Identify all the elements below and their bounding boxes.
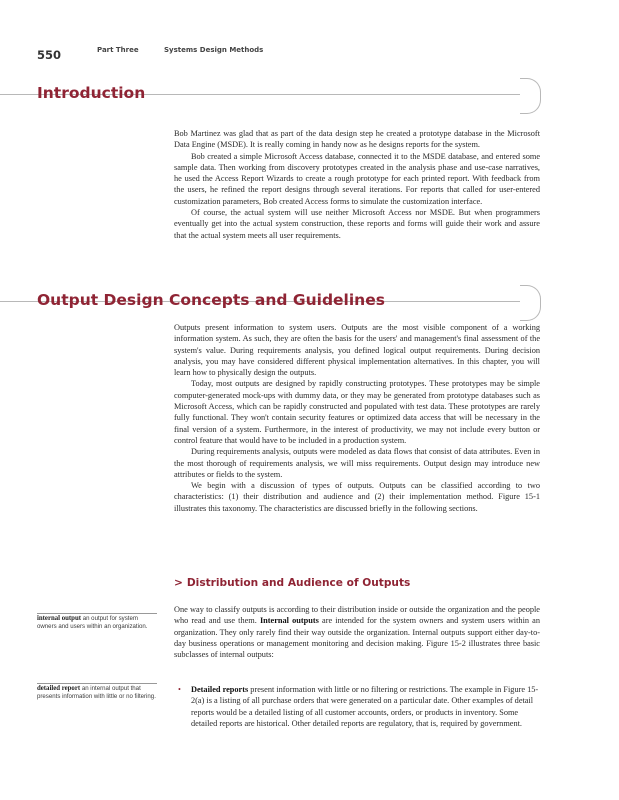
bullet-icon: • [178, 685, 181, 694]
paragraph: Today, most outputs are designed by rapidly constructing prototypes. These prototypes may be simple computer-generated mock-ups with dummy data, or they may be generated from prototype databases such as Microsoft Access, which can be rapidly constructed and populated with test data. These prototypes are rarely fully functional. They won't contain security features or optimized data access that will be necessary in the final version of a system. Furthermore, in the interest of productivity, we may not include every button or control feature that would have to be included in a production system. [174, 379, 540, 445]
margin-definition: an output for system owners and users within an organization. [37, 615, 148, 630]
key-term: Internal outputs [259, 616, 319, 626]
running-header [37, 44, 264, 63]
page-number: 550 [37, 48, 62, 62]
margin-note-internal-output [37, 613, 157, 630]
paragraph: One way to classify outputs is according to their distribution inside or outside the organization and the people who read and use them. Internal outputs are intended for the system owners and system users within an organization. They only rarely find their way outside the organization. Internal outputs support either day-to-day business operations or management monitoring and decision making. Figure 15-2 illustrates three basic subclasses of internal outputs: [174, 605, 540, 660]
margin-term: detailed report [37, 685, 81, 692]
paragraph: Bob Martinez was glad that as part of the data design step he created a prototype database in the Microsoft Data Engine (MSDE). It is really coming in handy now as he designs reports for the system. [174, 129, 540, 150]
paragraph: Outputs present information to system users. Outputs are the most visible component of a working information system. As such, they are often the basis for the users' and management's final assessment of the system's value. During requirements analysis, you defined logical output requirements. During decision analysis, you may have considered different physical implementation alternatives. In this chapter, you will learn how to physically design the outputs. [174, 323, 540, 378]
part-label: Part Three [97, 46, 139, 54]
intro-body [174, 128, 540, 241]
paragraph: During requirements analysis, outputs were modeled as data flows that consist of data attributes. Even in the most thorough of requirements analysis, we will miss requirements. Output design may introduce new attributes or fields to the system. [174, 447, 540, 479]
margin-definition: an internal output that presents information with little or no filtering. [37, 685, 156, 700]
subsection-marker: > [174, 577, 183, 589]
bullet-item-detailed-reports [174, 684, 540, 729]
margin-note-detailed-report [37, 683, 157, 700]
running-title: Systems Design Methods [164, 46, 264, 54]
bullet-body: Detailed reports present information with little or no filtering or restrictions. The example in Figure 15-2(a) is a listing of all purchase orders that were generated on a particular date. Other examples of detail reports would be a detailed listing of all customer accounts, orders, or products in inventory. Some detailed reports are historical. Other detailed reports are regulatory, that is, required by government. [191, 685, 539, 728]
paragraph: Of course, the actual system will use neither Microsoft Access nor MSDE. But when programmers eventually get into the actual system construction, these reports and forms will guide their work and assure that the actual system meets all user requirements. [174, 208, 540, 240]
key-term: Detailed reports [191, 685, 249, 694]
output-body [174, 322, 540, 514]
section-title: Output Design Concepts and Guidelines [37, 291, 385, 309]
subsection-body [174, 604, 540, 660]
heading-tab [520, 78, 541, 114]
margin-term: internal output [37, 615, 81, 622]
paragraph: Bob created a simple Microsoft Access database, connected it to the MSDE database, and entered some sample data. Then working from discovery prototypes created in the analysis phase and use-case narratives, he used the Access Report Wizards to create a rough prototype for each printed report. With feedback from the users, he refined the report designs through several iterations. For reports that called for user-entered customization parameters, Bob created Access forms to simulate the customization interface. [174, 151, 540, 206]
section-title: Introduction [37, 84, 146, 102]
subsection-heading [174, 577, 410, 589]
paragraph: We begin with a discussion of types of outputs. Outputs can be classified according to two characteristics: (1) their distribution and audience and (2) their implementation method. Figure 15-1 illustrates this taxonomy. The characteristics are discussed briefly in the following sections. [174, 481, 540, 513]
subsection-title: Distribution and Audience of Outputs [186, 577, 411, 589]
heading-tab [520, 285, 541, 321]
